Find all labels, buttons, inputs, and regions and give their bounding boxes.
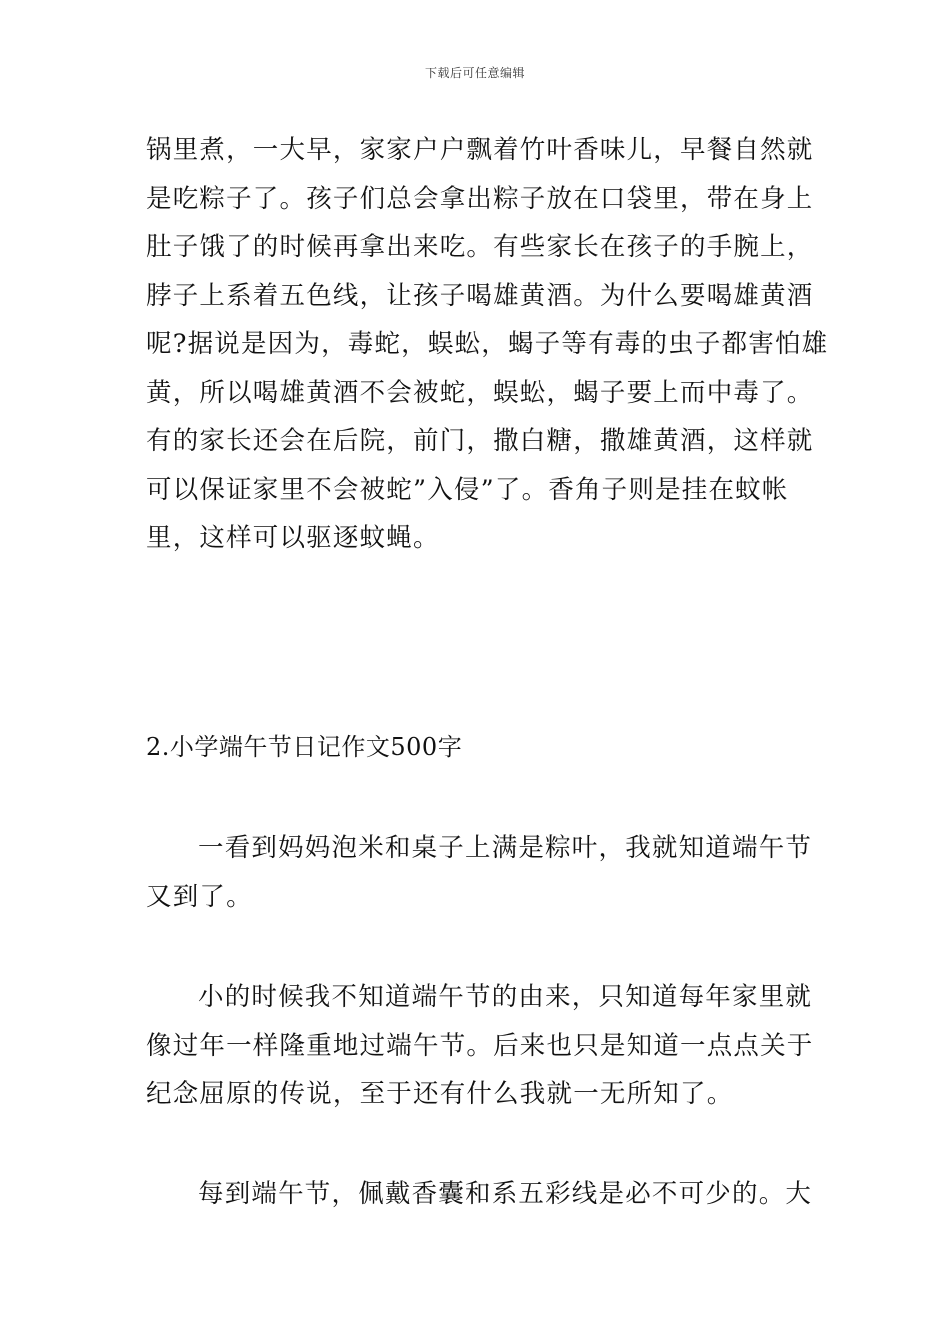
section-heading: 2.小学端午节日记作文500字: [146, 733, 463, 761]
paragraph-line: 每到端午节，佩戴香囊和系五彩线是必不可少的。大: [198, 1179, 813, 1209]
paragraph-line: 肚子饿了的时候再拿出来吃。有些家长在孩子的手腕上，: [146, 232, 814, 262]
paragraph-line: 是吃粽子了。孩子们总会拿出粽子放在口袋里，带在身上: [146, 183, 814, 214]
paragraph-line: 小的时候我不知道端午节的由来，只知道每年家里就: [198, 982, 813, 1012]
paragraph-line: 呢?据说是因为，毒蛇，蜈蚣，蝎子等有毒的虫子都害怕雄: [146, 329, 829, 359]
paragraph-line: 有的家长还会在后院，前门，撒白糖，撒雄黄酒，这样就: [146, 426, 814, 456]
paragraph-2: [146, 824, 813, 921]
paragraph-line: 锅里煮，一大早，家家户户飘着竹叶香味儿，早餐自然就: [146, 135, 814, 165]
paragraph-line: 里，这样可以驱逐蚊蝇。: [146, 523, 440, 553]
paragraph-line: 像过年一样隆重地过端午节。后来也只是知道一点点关于: [146, 1030, 814, 1061]
paragraph-1: [146, 126, 829, 563]
paragraph-line: 又到了。: [146, 881, 253, 912]
paragraph-line: 黄，所以喝雄黄酒不会被蛇，蜈蚣，蝎子要上而中毒了。: [146, 377, 814, 408]
paragraph-line: 一看到妈妈泡米和桌子上满是粽叶，我就知道端午节: [198, 833, 813, 863]
paragraph-line: 纪念屈原的传说，至于还有什么我就一无所知了。: [146, 1079, 734, 1109]
header-note: 下载后可任意编辑: [424, 66, 525, 80]
paragraph-line: 脖子上系着五色线，让孩子喝雄黄酒。为什么要喝雄黄酒: [146, 280, 814, 311]
paragraph-line: 可以保证家里不会被蛇”入侵”了。香角子则是挂在蚊帐: [146, 474, 789, 505]
paragraph-3: [146, 973, 814, 1119]
paragraph-4: [146, 1170, 813, 1219]
